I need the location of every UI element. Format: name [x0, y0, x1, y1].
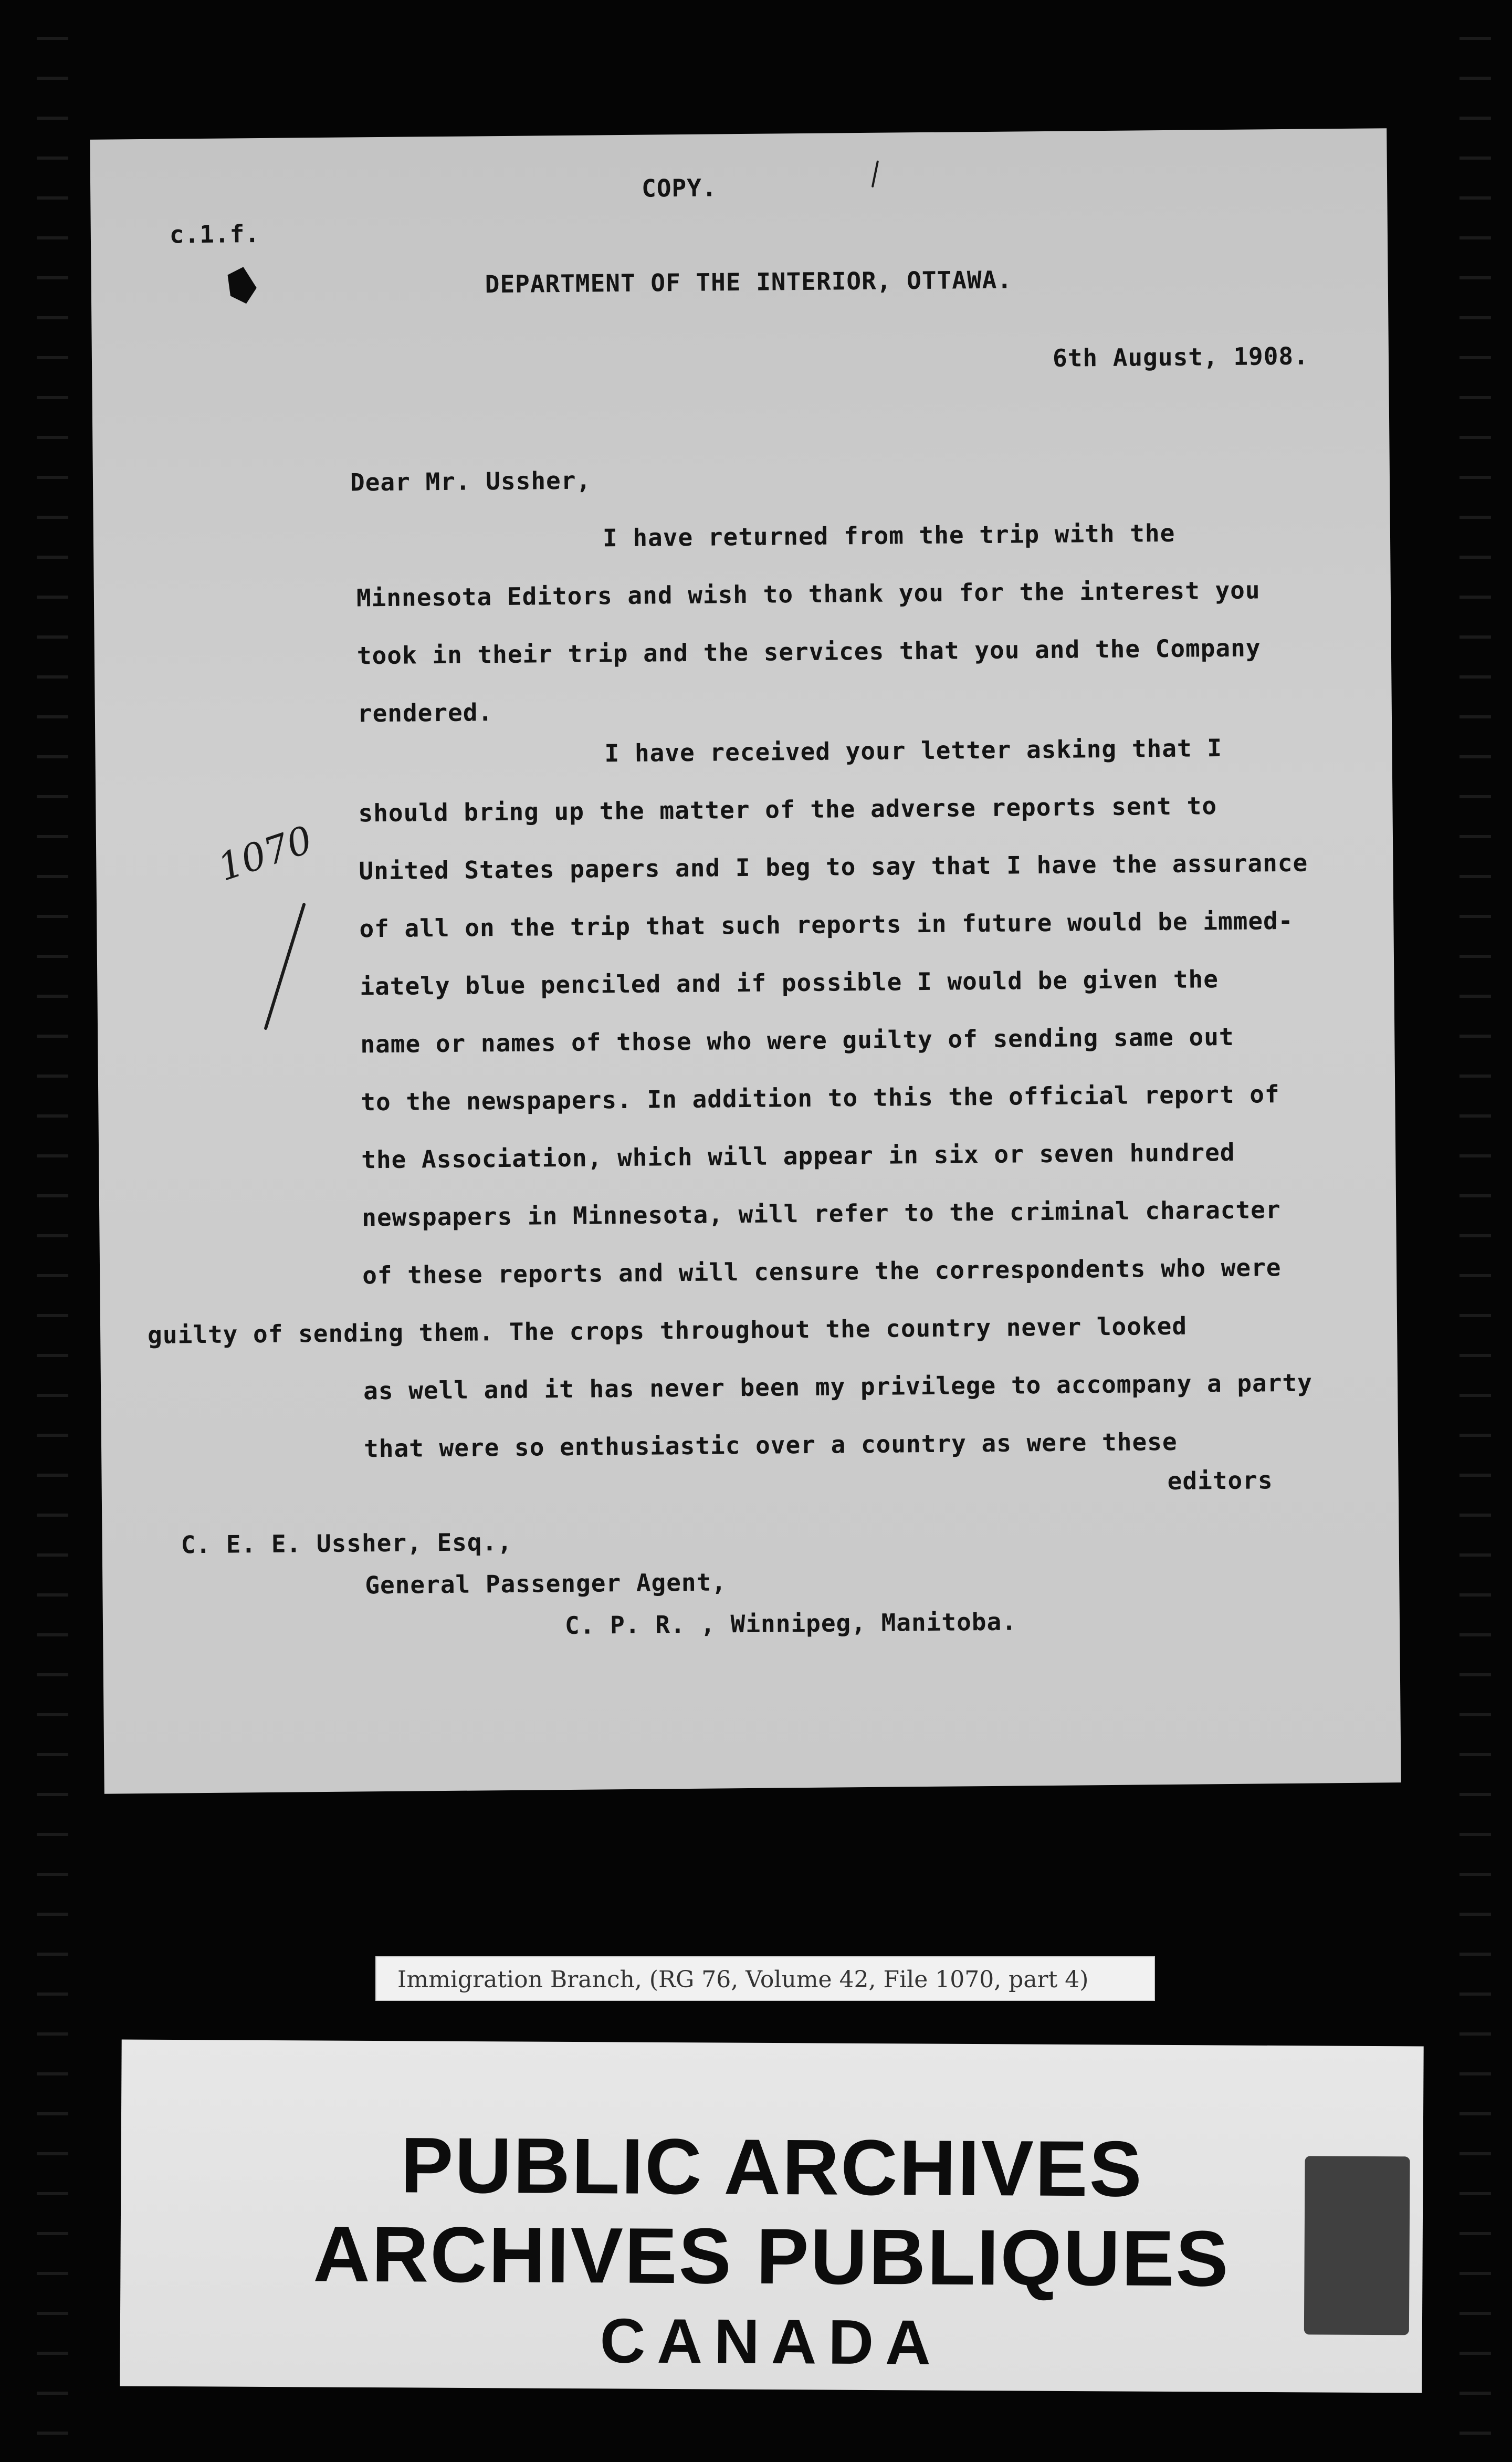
body-line: name or names of those who were guilty of sending same out	[360, 1022, 1234, 1059]
body-line: took in their trip and the services that you and the Company	[356, 633, 1261, 670]
body-line: United States papers and I beg to say that I have the assurance	[359, 848, 1308, 885]
body-line: I have received your letter asking that I	[604, 734, 1223, 768]
letter-page	[90, 128, 1401, 1793]
body-line: newspapers in Minnesota, will refer to the criminal character	[361, 1195, 1281, 1232]
stamp-line-country: CANADA	[600, 2305, 943, 2378]
body-line: I have returned from the trip with the	[602, 518, 1175, 552]
handwritten-tick-mark	[867, 159, 884, 191]
body-line: iately blue penciled and if possible I would be given the	[360, 965, 1219, 1001]
body-line: Minnesota Editors and wish to thank you for the interest you	[356, 576, 1261, 612]
body-line: should bring up the matter of the adverse reports sent to	[358, 791, 1217, 828]
archive-stamp	[120, 2040, 1423, 2393]
addressee-name: C. E. E. Ussher, Esq.,	[181, 1527, 513, 1559]
body-line: of these reports and will censure the correspondents who were	[362, 1253, 1282, 1290]
stamp-line-french: ARCHIVES PUBLIQUES	[313, 2209, 1230, 2303]
body-line: rendered.	[357, 698, 494, 728]
film-edge-right	[1460, 0, 1491, 2462]
department-heading: DEPARTMENT OF THE INTERIOR, OTTAWA.	[485, 265, 1013, 299]
body-line: to the newspapers. In addition to this the official report of	[361, 1080, 1280, 1117]
body-line: of all on the trip that such reports in future would be immed-	[359, 906, 1294, 943]
reference-label: Immigration Branch, (RG 76, Volume 42, File 1070, part 4)	[375, 1956, 1155, 2001]
stamp-line-english: PUBLIC ARCHIVES	[400, 2121, 1144, 2213]
file-code: c.1.f.	[169, 220, 260, 249]
addressee-location: C. P. R. , Winnipeg, Manitoba.	[564, 1607, 1017, 1640]
body-line: guilty of sending them. The crops throughout the country never looked	[147, 1311, 1188, 1349]
binder-clip	[1304, 2156, 1410, 2335]
body-line: the Association, which will appear in six or seven hundred	[361, 1138, 1235, 1174]
handwritten-file-number: 1070	[212, 817, 318, 890]
salutation: Dear Mr. Ussher,	[350, 466, 592, 497]
addressee-title: General Passenger Agent,	[365, 1568, 727, 1600]
copy-header: COPY.	[641, 173, 717, 203]
ink-blot	[222, 264, 259, 307]
film-edge-left	[37, 0, 68, 2462]
body-line: editors	[1167, 1466, 1273, 1496]
body-line: that were so enthusiastic over a country as were these	[363, 1427, 1178, 1463]
letter-date: 6th August, 1908.	[1052, 341, 1309, 372]
handwritten-slash-mark	[254, 899, 318, 1036]
body-line: as well and it has never been my privilege to accompany a party	[363, 1368, 1313, 1405]
